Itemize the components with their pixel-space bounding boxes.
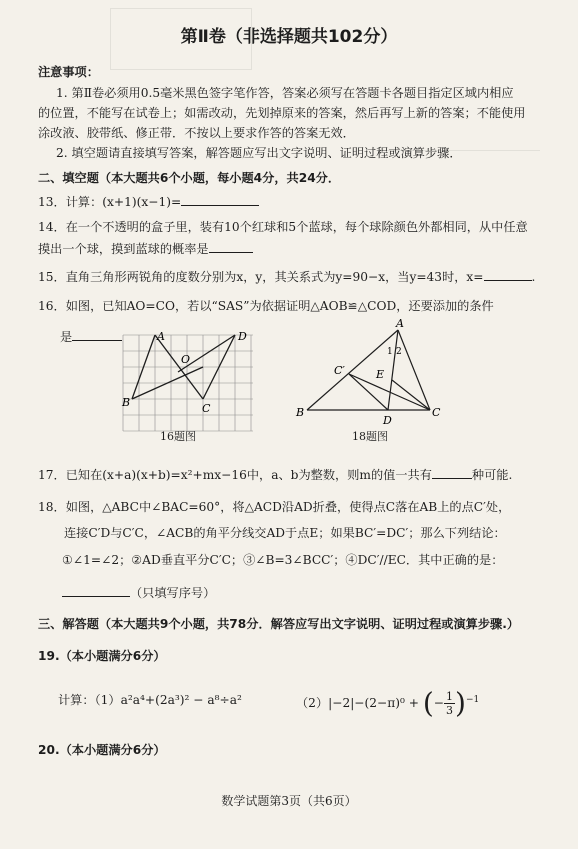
q17-end: 种可能. (471, 468, 513, 482)
fig16-label-c: C (202, 402, 211, 415)
fig18-angle-2: 2 (396, 347, 402, 357)
q17-answer-blank (432, 466, 472, 479)
q14-answer-blank (209, 240, 253, 253)
section-2-heading: 二、填空题（本大题共6个小题，每小题4分，共24分． (38, 171, 341, 185)
fig18-angle-1: 1 (387, 347, 393, 357)
q19-left-paren: ( (422, 686, 434, 720)
note-1-line-3: 涂改液、胶带纸、修正带．不按以上要求作答的答案无效． (38, 126, 355, 140)
q18-line-2: 连接C′D与C′C，∠ACB的角平分线交AD于点E；如果BC′=DC′；那么下列结论： (64, 526, 506, 540)
figure-18 (292, 318, 442, 426)
question-18-answer (62, 584, 215, 602)
q15-end: . (531, 270, 536, 284)
q14-line-1: 14．在一个不透明的盒子里，装有10个红球和5个蓝球，每个球除颜色外都相同，从中任意 (38, 220, 528, 234)
q18-answer-blank (62, 584, 130, 597)
fig18-label-c: C (432, 406, 441, 419)
q16-answer-blank (72, 328, 122, 341)
q19-part-1: 计算：（1）a²a⁴+(2a³)² − a⁸÷a² (58, 693, 242, 707)
q19-fraction (444, 690, 455, 717)
fig16-label-b: B (122, 396, 131, 409)
fig18-label-d: D (383, 414, 392, 426)
question-17 (38, 466, 512, 484)
q17-text: 17．已知在(x+a)(x+b)=x²+mx−16中，a、b为整数，则m的值一共有 (38, 468, 432, 482)
page-footer: 数学试题第3页（共6页） (221, 794, 357, 808)
note-1-line-2: 的位置，不能写在试卷上；如需改动，先划掉原来的答案，然后再写上新的答案；不能使用 (38, 106, 526, 120)
q20-heading: 20.（本小题满分6分） (38, 743, 166, 757)
figure-18-segments (307, 330, 430, 410)
question-14-line-2 (38, 240, 253, 258)
q19-numerator: 1 (446, 690, 454, 704)
question-16-line-2 (60, 328, 122, 346)
fig16-label-o: O (181, 353, 191, 366)
figure-16-caption: 16题图 (160, 430, 196, 443)
question-15 (38, 268, 535, 286)
figure-18-caption: 18题图 (352, 430, 388, 443)
fig18-label-c-prime: C′ (334, 364, 345, 377)
fig16-label-a: A (157, 330, 165, 343)
section-3-heading: 三、解答题（本大题共9个小题，共78分．解答应写出文字说明、证明过程或演算步骤.） (38, 617, 520, 631)
q15-text: 15．直角三角形两锐角的度数分别为x，y，其关系式为y=90−x，当y=43时，x= (38, 270, 484, 284)
figure-16-grid (123, 335, 253, 431)
q14-line-2-text: 摸出一个球，摸到蓝球的概率是 (38, 242, 209, 256)
q16-line-1: 16．如图，已知AO=CO，若以“SAS”为依据证明△AOB≌△COD，还要添加的条件 (38, 299, 494, 313)
q19-minus: − (433, 696, 445, 711)
q18-line-1: 18．如图，△ABC中∠BAC=60°，将△ACD沿AD折叠，使得点C落在AB上的点C′处， (38, 500, 511, 514)
q16-line-2-text: 是 (60, 330, 73, 344)
figure-16 (118, 330, 258, 436)
q13-text: 13．计算：(x+1)(x−1)= (38, 195, 182, 209)
q19-heading: 19.（本小题满分6分） (38, 649, 166, 663)
note-1-line-1: 1. 第Ⅱ卷必须用0.5毫米黑色签字笔作答，答案必须写在答题卡各题目指定区域内相应 (56, 86, 514, 100)
note-2: 2. 填空题请直接填写答案，解答题应写出文字说明、证明过程或演算步骤． (56, 146, 462, 160)
q19-right-paren: ) (455, 686, 466, 720)
q19-part-2-text: （2）|−2|−(2−π)⁰ + (296, 696, 423, 711)
q13-answer-blank (181, 193, 259, 206)
notes-heading: 注意事项： (38, 65, 99, 79)
question-19-part-2 (296, 680, 479, 724)
fig18-label-e: E (376, 368, 385, 381)
q19-denominator: 3 (446, 704, 454, 718)
fig18-label-a: A (396, 318, 404, 330)
q19-exponent: −1 (465, 695, 480, 705)
q15-answer-blank (484, 268, 532, 281)
q18-hint: （只填写序号） (130, 586, 216, 600)
q18-line-3: ①∠1=∠2；②AD垂直平分C′C；③∠B=3∠BCC′；④DC′//EC．其中正确的是： (62, 553, 504, 567)
question-13 (38, 193, 259, 211)
fig18-label-b: B (296, 406, 305, 419)
fig16-label-d: D (238, 330, 247, 343)
section-title: 第Ⅱ卷（非选择题共102分） (180, 27, 398, 47)
